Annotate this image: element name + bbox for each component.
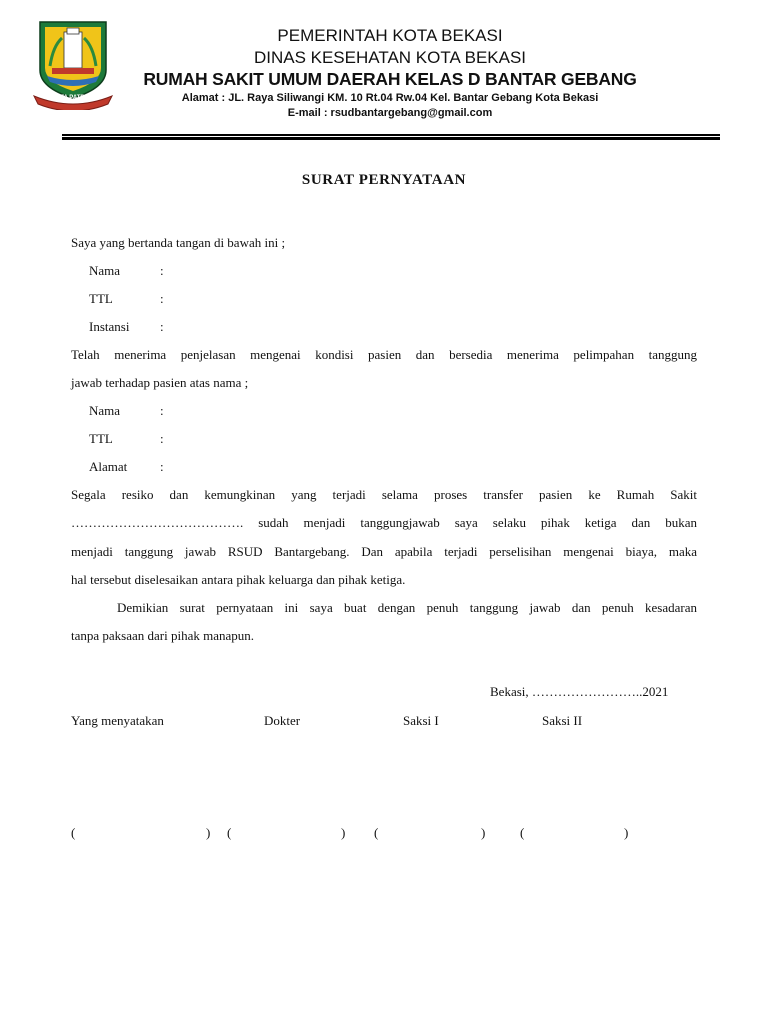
field-colon: : — [160, 459, 164, 474]
field-colon: : — [160, 291, 164, 306]
header-divider-thick — [62, 137, 720, 140]
field-label-name-2: Nama — [89, 403, 121, 418]
paragraph-1-line-1: Telah menerima penjelasan mengenai kondisi pasien dan bersedia menerima pelimpahan tanggung — [71, 347, 697, 362]
place-date: Bekasi, ……………………..2021 — [490, 684, 669, 699]
signatory-doctor: Dokter — [264, 713, 301, 728]
city-logo — [30, 18, 116, 110]
signatory-witness-2: Saksi II — [542, 713, 583, 728]
field-label-instansi: Instansi — [89, 319, 130, 334]
signatory-witness-1: Saksi I — [403, 713, 439, 728]
signature-open-2: ( — [227, 825, 232, 840]
field-colon: : — [160, 263, 164, 278]
field-label-ttl-1: TTL — [89, 291, 113, 306]
signature-close-3: ) — [481, 825, 486, 840]
paragraph-2-line-1: Segala resiko dan kemungkinan yang terjadi selama proses transfer pasien ke Rumah Sakit — [71, 487, 697, 502]
paragraph-2-line-4: hal tersebut diselesaikan antara pihak keluarga dan pihak ketiga. — [71, 572, 406, 587]
signature-close-1: ) — [206, 825, 211, 840]
field-colon: : — [160, 319, 164, 334]
signature-open-1: ( — [71, 825, 76, 840]
paragraph-3-line-2: tanpa paksaan dari pihak manapun. — [71, 628, 255, 643]
field-label-alamat: Alamat — [89, 459, 128, 474]
signature-open-4: ( — [520, 825, 525, 840]
field-colon: : — [160, 431, 164, 446]
intro-text: Saya yang bertanda tangan di bawah ini ; — [71, 235, 286, 250]
field-label-ttl-2: TTL — [89, 431, 113, 446]
header-hospital: RUMAH SAKIT UMUM DAERAH KELAS D BANTAR GEBANG — [143, 69, 637, 89]
header-address: Alamat : JL. Raya Siliwangi KM. 10 Rt.04 Rw.04 Kel. Bantar Gebang Kota Bekasi — [181, 92, 599, 104]
paragraph-2-line-3: menjadi tanggung jawab RSUD Bantargebang. Dan apabila terjadi perselisihan mengenai biaya, maka — [71, 544, 697, 559]
signatory-declarant: Yang menyatakan — [71, 713, 164, 728]
paragraph-2-line-2: …………………………………. sudah menjadi tanggungjawab saya selaku pihak ketiga dan bukan — [71, 515, 697, 530]
header-email: E-mail : rsudbantargebang@gmail.com — [287, 107, 493, 119]
field-colon: : — [160, 403, 164, 418]
signature-close-4: ) — [624, 825, 629, 840]
signature-close-2: ) — [341, 825, 346, 840]
header-divider-thin — [62, 134, 720, 136]
paragraph-3-line-1: Demikian surat pernyataan ini saya buat dengan penuh tanggung jawab dan penuh kesadaran — [117, 600, 697, 615]
document-title: SURAT PERNYATAAN — [301, 172, 467, 188]
logo-ribbon-text: KOTA PATRIOT — [51, 95, 95, 101]
header-department: DINAS KESEHATAN KOTA BEKASI — [253, 48, 527, 67]
header-government: PEMERINTAH KOTA BEKASI — [277, 26, 503, 45]
signature-open-3: ( — [374, 825, 379, 840]
paragraph-1-line-2: jawab terhadap pasien atas nama ; — [71, 375, 249, 390]
field-label-name-1: Nama — [89, 263, 121, 278]
